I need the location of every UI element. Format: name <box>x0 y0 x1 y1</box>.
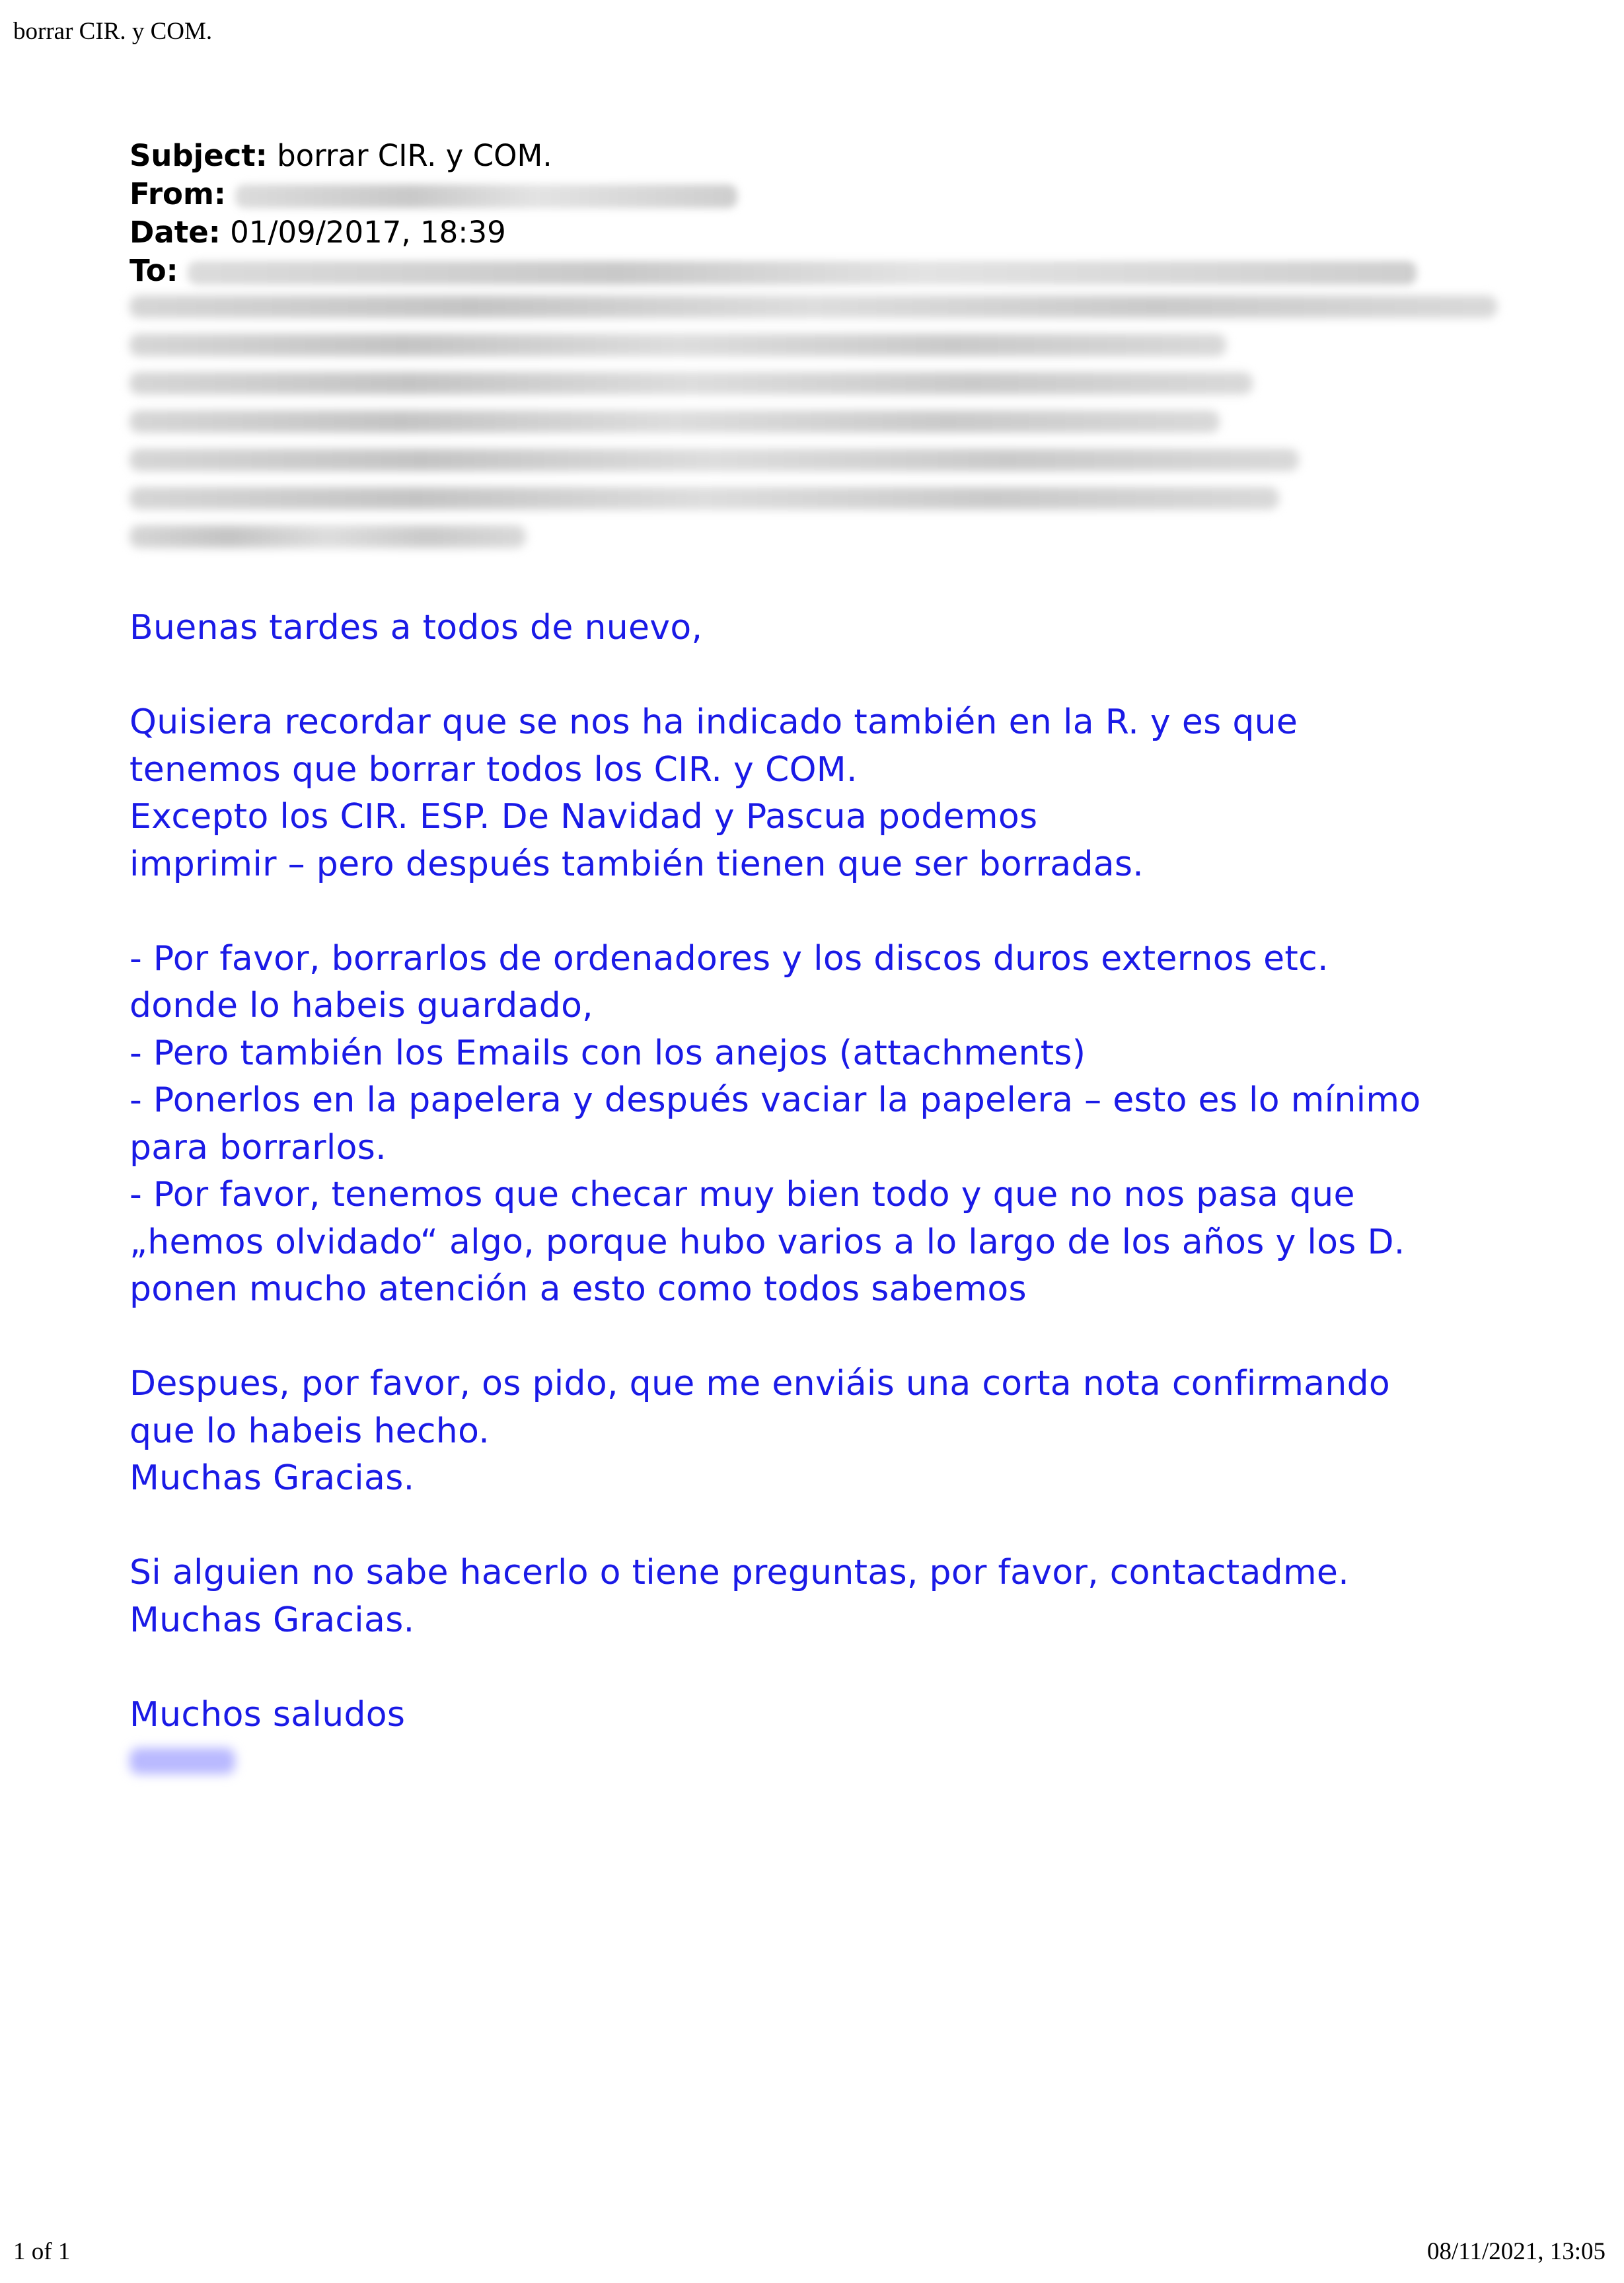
body-line: Quisiera recordar que se nos ha indicado también en la R. y es que <box>129 702 1298 742</box>
from-redacted <box>235 184 737 208</box>
body-line: que lo habeis hecho. <box>129 1411 490 1451</box>
body-line: Despues, por favor, os pido, que me enviáis una corta nota confirmando <box>129 1364 1391 1403</box>
to-row <box>129 252 1504 290</box>
from-label: From: <box>129 176 226 211</box>
greeting-paragraph <box>129 605 1517 652</box>
body-line: Muchas Gracias. <box>129 1458 415 1498</box>
date-label: Date: <box>129 215 221 250</box>
print-header-title: borrar CIR. y COM. <box>13 18 213 45</box>
body-line: ponen mucho atención a esto como todos sabemos <box>129 1269 1027 1309</box>
greeting-line: Buenas tardes a todos de nuevo, <box>129 608 703 648</box>
from-row <box>129 175 1504 213</box>
body-line: imprimir – pero después también tienen que ser borradas. <box>129 844 1144 884</box>
redacted-line <box>129 449 1299 471</box>
redacted-line <box>129 525 526 548</box>
body-line: - Por favor, tenemos que checar muy bien todo y que no nos pasa que <box>129 1175 1355 1215</box>
redacted-line <box>129 334 1226 356</box>
page-number: 1 of 1 <box>13 2238 71 2265</box>
body-line: - Ponerlos en la papelera y después vaciar la papelera – esto es lo mínimo <box>129 1080 1421 1120</box>
paragraph-2 <box>129 936 1517 1314</box>
body-line: Excepto los CIR. ESP. De Navidad y Pascua podemos <box>129 797 1038 837</box>
redacted-line <box>129 372 1253 394</box>
body-line: - Por favor, borrarlos de ordenadores y los discos duros externos etc. <box>129 938 1329 979</box>
body-line: „hemos olvidado“ algo, porque hubo varios a lo largo de los años y los D. <box>129 1222 1405 1262</box>
body-line: tenemos que borrar todos los CIR. y COM. <box>129 749 858 790</box>
recipients-redacted <box>129 295 1504 548</box>
paragraph-4 <box>129 1550 1517 1644</box>
subject-row <box>129 137 1504 175</box>
email-body <box>129 605 1517 1822</box>
body-line: donde lo habeis guardado, <box>129 986 594 1026</box>
closing-paragraph <box>129 1692 1517 1775</box>
subject-value: borrar CIR. y COM. <box>277 138 552 173</box>
paragraph-3 <box>129 1361 1517 1503</box>
to-label: To: <box>129 253 178 288</box>
subject-label: Subject: <box>129 138 268 173</box>
paragraph-1 <box>129 699 1517 888</box>
print-timestamp: 08/11/2021, 13:05 <box>1427 2238 1606 2265</box>
body-line: - Pero también los Emails con los anejos (attachments) <box>129 1033 1086 1073</box>
date-value: 01/09/2017, 18:39 <box>230 215 506 250</box>
signature-redacted <box>129 1748 235 1774</box>
redacted-line <box>129 410 1220 433</box>
body-line: Si alguien no sabe hacerlo o tiene preguntas, por favor, contactadme. <box>129 1553 1350 1592</box>
redacted-line <box>129 487 1279 509</box>
body-line: Muchas Gracias. <box>129 1600 415 1640</box>
body-line: para borrarlos. <box>129 1127 387 1168</box>
redacted-line <box>129 295 1497 318</box>
date-row <box>129 213 1504 252</box>
email-headers <box>129 137 1504 564</box>
closing-line: Muchos saludos <box>129 1694 406 1735</box>
to-redacted <box>188 261 1417 285</box>
